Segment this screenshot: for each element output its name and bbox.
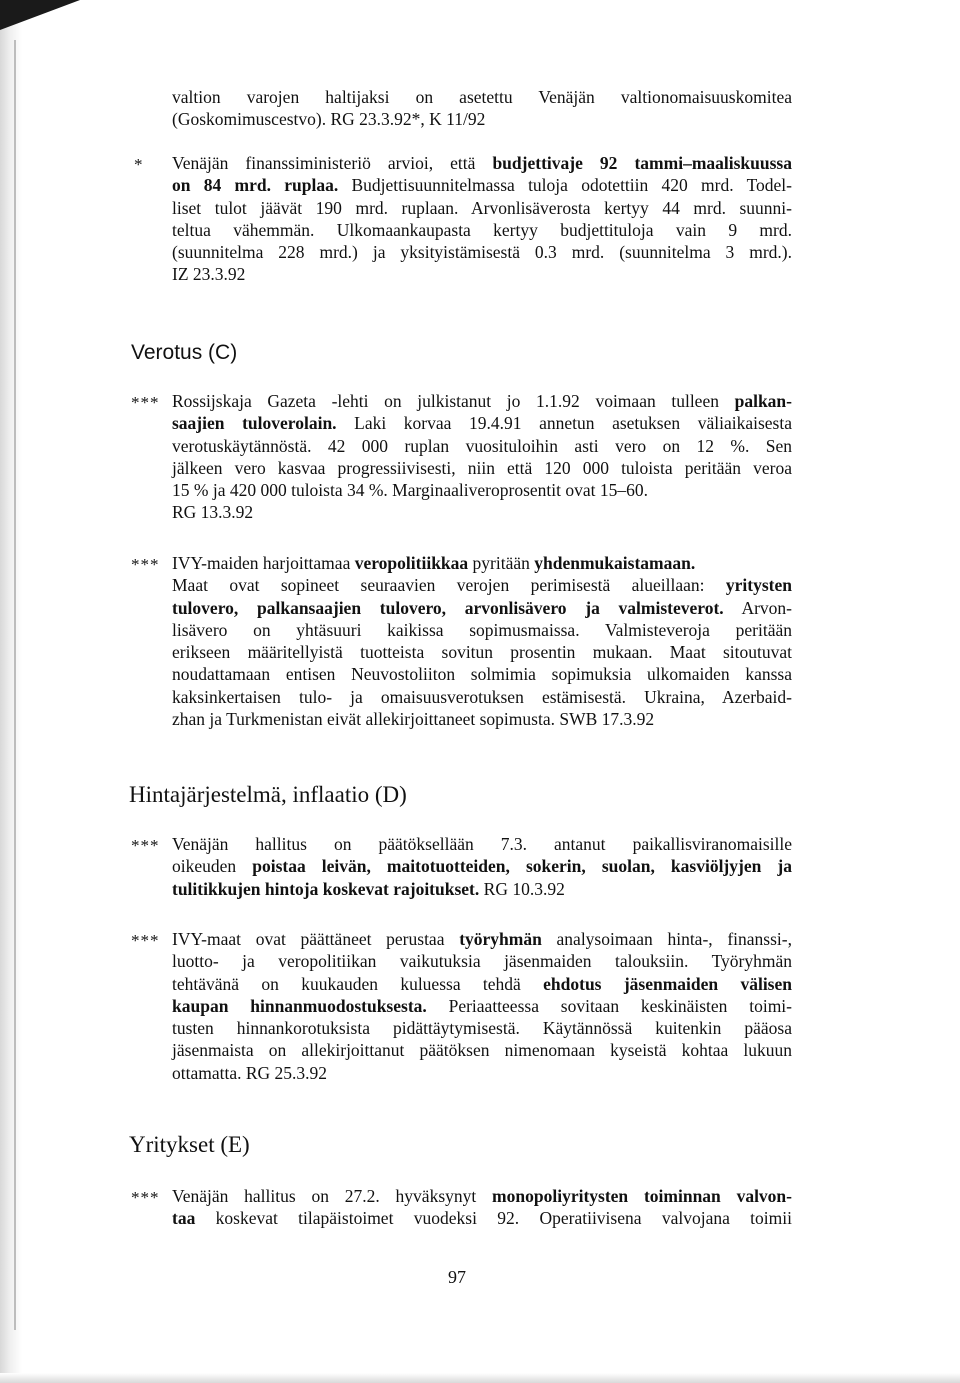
entry-marker: *** — [131, 836, 160, 855]
entry-marker: *** — [131, 931, 160, 950]
verotus1-line-6: RG 13.3.92 — [172, 502, 254, 523]
hinta1-line-2: oikeuden poistaa leivän, maitotuotteiden, sokerin, suolan, kasviöljyjen ja — [172, 856, 792, 877]
verotus1-line-4: jälkeen vero kasvaa progressiivisesti, niin että 120 000 tuloista peritään veroa — [172, 457, 792, 478]
budget-line-5: (suunnitelma 228 mrd.) ja yksityistämisestä 0.3 mrd. (suunnitelma 3 mrd.). — [172, 242, 792, 263]
entry-marker: *** — [131, 1188, 160, 1207]
hinta-entry-2 — [172, 928, 792, 1084]
verotus1-line-3: verotuskäytännöstä. 42 000 ruplan vuosituloihin asti vero on 12 %. Sen — [172, 435, 792, 456]
yritykset-entry-1 — [172, 1185, 792, 1230]
verotus-entry-2 — [172, 552, 792, 730]
page-number: 97 — [448, 1267, 466, 1287]
verotus2-line-5: erikseen määritellyistä tuotteista sovitun prosentin mukaan. Maat sitoutuvat — [172, 642, 792, 663]
scan-edge-bottom — [0, 1373, 960, 1383]
section-heading-verotus: Verotus (C) — [131, 341, 238, 364]
hinta1-line-3: tulitikkujen hintoja koskevat rajoitukset. RG 10.3.92 — [172, 878, 565, 899]
entry-marker: *** — [131, 393, 160, 412]
verotus-entry-1 — [172, 390, 792, 524]
scan-edge-left — [0, 0, 22, 1383]
scan-corner-mark — [0, 0, 80, 30]
verotus2-line-4: lisävero on yhtäsuuri kaikissa sopimusmaissa. Valmisteveroja peritään — [172, 619, 792, 640]
section-heading-yritykset: Yritykset (E) — [129, 1132, 250, 1157]
hinta1-line-1: Venäjän hallitus on päätöksellään 7.3. antanut paikallisviranomaisille — [172, 834, 792, 854]
binding-shadow — [14, 40, 16, 1330]
verotus1-line-5: 15 % ja 420 000 tuloista 34 %. Marginaaliveroprosentit ovat 15–60. — [172, 480, 648, 501]
entry-marker: * — [134, 155, 144, 174]
verotus2-line-6: noudattamaan entisen Neuvostoliiton solmimia sopimuksia ulkomaiden kanssa — [172, 664, 792, 685]
yritykset1-line-2: taa koskevat tilapäistoimet vuodeksi 92. Operatiivisena valvojana toimii — [172, 1208, 792, 1229]
entry-marker: *** — [131, 555, 160, 574]
hinta2-line-4: kaupan hinnanmuodostuksesta. Periaatteessa sovitaan keskinäisten toimi- — [172, 995, 792, 1016]
hinta2-line-3: tehtävänä on kuukauden kuluessa tehdä ehdotus jäsenmaiden välisen — [172, 973, 792, 994]
verotus2-line-7: kaksinkertaisen tulo- ja omaisuusverotuksen estämisestä. Ukraina, Azerbaid- — [172, 686, 792, 707]
intro-line-2: (Goskomimuscestvo). RG 23.3.92*, K 11/92 — [172, 109, 486, 130]
hinta2-line-6: jäsenmaista on allekirjoittanut päätöksen nimenomaan kyseistä kohtaa lukuun — [172, 1040, 792, 1061]
verotus2-line-3: tulovero, palkansaajien tulovero, arvonlisävero ja valmisteverot. Arvon- — [172, 597, 792, 618]
hinta2-line-2: luotto- ja veropolitiikan vaikutuksia jäsenmaiden talouksiin. Työryhmän — [172, 951, 792, 972]
intro-line-1: valtion varojen haltijaksi on asetettu Venäjän valtionomaisuuskomitea — [172, 87, 792, 107]
intro-paragraph — [172, 86, 792, 131]
verotus1-line-2: saajien tuloverolain. Laki korvaa 19.4.91 annetun asetuksen väliaikaisesta — [172, 413, 792, 434]
budget-line-6: IZ 23.3.92 — [172, 264, 246, 285]
verotus1-line-1: Rossijskaja Gazeta -lehti on julkistanut jo 1.1.92 voimaan tulleen palkan- — [172, 391, 792, 411]
verotus2-line-8: zhan ja Turkmenistan eivät allekirjoittaneet sopimusta. SWB 17.3.92 — [172, 709, 655, 730]
section-heading-hintajarjestelma: Hintajärjestelmä, inflaatio (D) — [129, 782, 407, 807]
verotus2-line-2: Maat ovat sopineet seuraavien verojen perimisestä alueillaan: yritysten — [172, 575, 792, 596]
budget-line-4: teltua vähemmän. Ulkomaankaupasta kertyy budjettituloja vain 9 mrd. — [172, 219, 792, 240]
budget-line-1: Venäjän finanssiministeriö arvioi, että budjettivaje 92 tammi–maaliskuussa — [172, 153, 792, 173]
verotus2-line-1: IVY-maiden harjoittamaa veropolitiikkaa pyritään yhdenmukaistamaan. — [172, 553, 696, 573]
yritykset1-line-1: Venäjän hallitus on 27.2. hyväksynyt monopoliyritysten toiminnan valvon- — [172, 1186, 792, 1206]
hinta-entry-1 — [172, 833, 792, 900]
budget-entry — [172, 152, 792, 286]
budget-line-2: on 84 mrd. ruplaa. Budjettisuunnitelmassa tuloja odotettiin 420 mrd. Todel- — [172, 175, 792, 196]
hinta2-line-5: tusten hinnankorotuksista pidättäytymisestä. Käytännössä kuitenkin pääosa — [172, 1018, 792, 1039]
hinta2-line-1: IVY-maat ovat päättäneet perustaa työryhmän analysoimaan hinta-, finanssi-, — [172, 929, 792, 949]
budget-line-3: liset tulot jäävät 190 mrd. ruplaan. Arvonlisäverosta kertyy 44 mrd. suunni- — [172, 197, 792, 218]
hinta2-line-7: ottamatta. RG 25.3.92 — [172, 1062, 328, 1083]
